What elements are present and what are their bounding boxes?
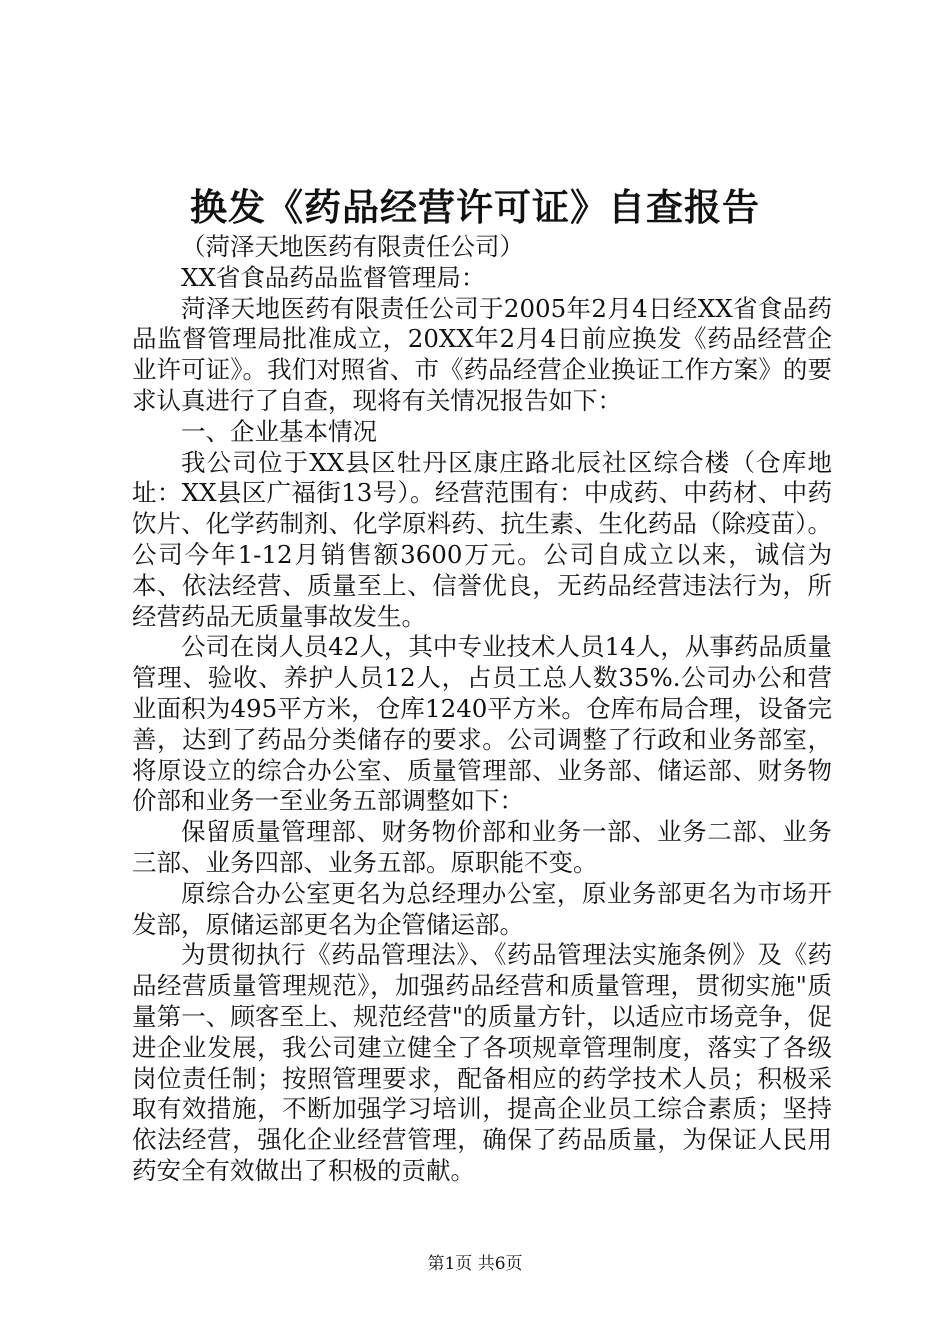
body-paragraph: 保留质量管理部、财务物价部和业务一部、业务二部、业务三部、业务四部、业务五部。原职能不变。 [132,817,832,877]
body-paragraph: 原综合办公室更名为总经理办公室，原业务部更名为市场开发部，原储运部更名为企管储运部。 [132,878,832,939]
document-body [132,232,832,1187]
section-heading: 一、企业基本情况 [181,416,377,446]
company-subtitle: （菏泽天地医药有限责任公司） [181,232,524,261]
document-title: 换发《药品经营许可证》自查报告 [190,185,760,229]
intro-paragraph: 菏泽天地医药有限责任公司于2005年2月4日经XX省食品药品监督管理局批准成立，20XX年2月4日前应换发《药品经营企业许可证》。我们对照省、市《药品经营企业换证工作方案》的要求认真进行了自查，现将有关情况报告如下： [132,293,832,415]
body-paragraph: 为贯彻执行《药品管理法》、《药品管理法实施条例》及《药品经营质量管理规范》，加强药品经营和质量管理，贯彻实施"质量第一、顾客至上、规范经营"的质量方针，以适应市场竞争，促进企业发展，我公司建立健全了各项规章管理制度，落实了各级岗位责任制；按照管理要求，配备相应的药学技术人员；积极采取有效措施，不断加强学习培训，提高企业员工综合素质；坚持依法经营，强化企业经营管理，确保了药品质量，为保证人民用药安全有效做出了积极的贡献。 [132,940,832,1185]
addressee: XX省食品药品监督管理局： [181,262,486,292]
body-paragraph: 我公司位于XX县区牡丹区康庄路北辰社区综合楼（仓库地址：XX县区广福街13号）。经营范围有：中成药、中药材、中药饮片、化学药制剂、化学原料药、抗生素、生化药品（除疫苗）。公司今年1-12月销售额3600万元。公司自成立以来，诚信为本、依法经营、质量至上、信誉优良，无药品经营违法行为，所经营药品无质量事故发生。 [132,447,832,631]
page-number-footer: 第1页 共6页 [427,1254,523,1274]
body-paragraph: 公司在岗人员42人，其中专业技术人员14人，从事药品质量管理、验收、养护人员12人，占员工总人数35%.公司办公和营业面积为495平方米，仓库1240平方米。仓库布局合理，设备完善，达到了药品分类储存的要求。公司调整了行政和业务部室，将原设立的综合办公室、质量管理部、业务部、储运部、财务物价部和业务一至业务五部调整如下： [132,632,832,816]
